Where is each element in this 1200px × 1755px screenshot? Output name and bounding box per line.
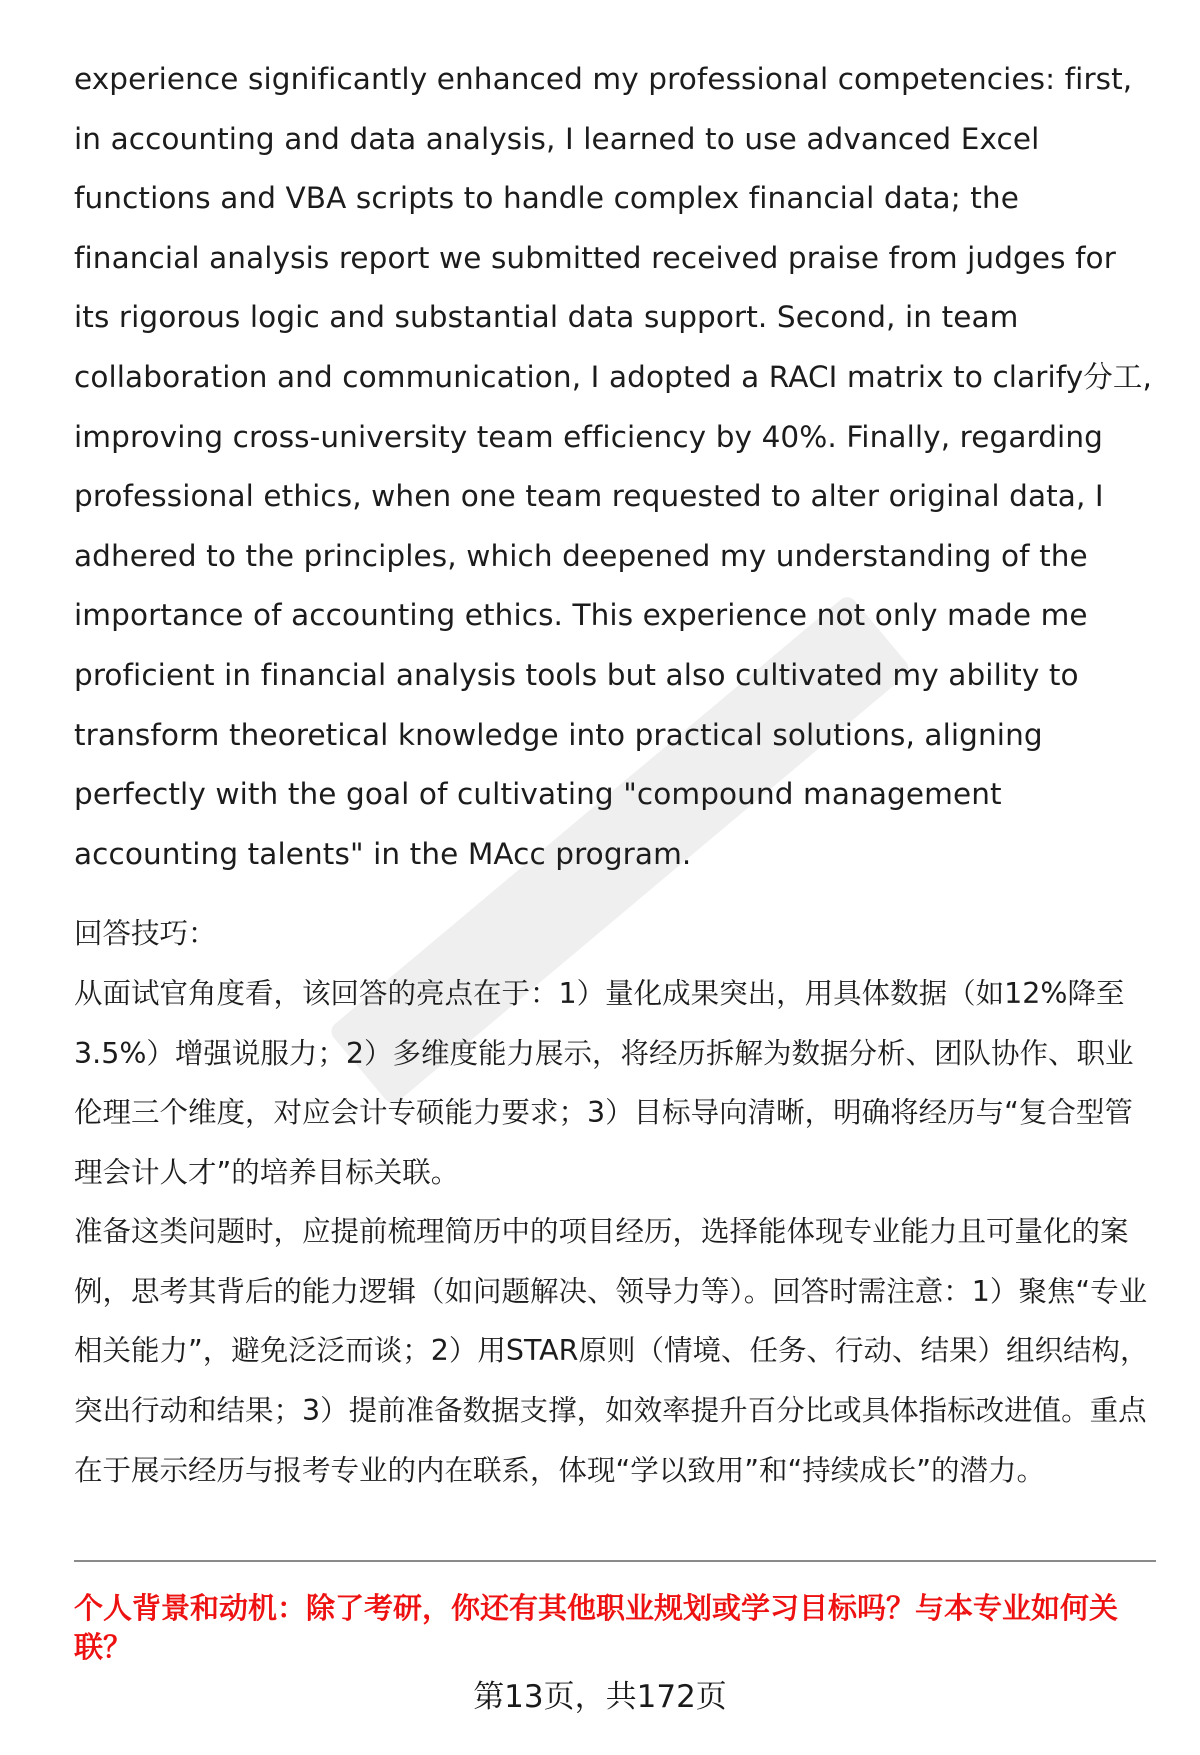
section-divider bbox=[74, 1560, 1156, 1562]
tips-paragraph-2: 准备这类问题时，应提前梳理简历中的项目经历，选择能体现专业能力且可量化的案例，思考其背后的能力逻辑（如问题解决、领导力等）。回答时需注意：1）聚焦“专业相关能力”，避免泛泛而谈；2）用STAR原则（情境、任务、行动、结果）组织结构，突出行动和结果；3）提前准备数据支撑，如效率提升百分比或具体指标改进值。重点在于展示经历与报考专业的内在联系，体现“学以致用”和“持续成长”的潜力。 bbox=[74, 1215, 1149, 1487]
next-question-heading: 个人背景和动机：除了考研，你还有其他职业规划或学习目标吗？与本专业如何关联？ bbox=[74, 1591, 1119, 1664]
tips-paragraph-1: 从面试官角度看，该回答的亮点在于：1）量化成果突出，用具体数据（如12%降至3.5%）增强说服力；2）多维度能力展示，将经历拆解为数据分析、团队协作、职业伦理三个维度，对应会计专硕能力要求；3）目标导向清晰，明确将经历与“复合型管理会计人才”的培养目标关联。 bbox=[74, 976, 1134, 1189]
main-content bbox=[74, 50, 1154, 1500]
answer-paragraph-english: experience significantly enhanced my professional competencies: first, in accounting and data analysis, I learned to use advanced Excel functions and VBA scripts to handle complex financial data; the financial analysis report we submitted received praise from judges for its rigorous logic and substantial data support. Second, in team collaboration and communication, I adopted a RACI matrix to clarify分工, improving cross-university team efficiency by 40%. Finally, regarding professional ethics, when one team requested to alter original data, I adhered to the principles, which deepened my understanding of the importance of accounting ethics. This experience not only made me proficient in financial analysis tools but also cultivated my ability to transform theoretical knowledge into practical solutions, aligning perfectly with the goal of cultivating "compound management accounting talents" in the MAcc program. bbox=[74, 62, 1152, 871]
tips-heading: 回答技巧： bbox=[74, 917, 217, 951]
page-number-footer: 第13页，共172页 bbox=[473, 1679, 727, 1715]
answer-tips-section bbox=[74, 904, 1154, 1500]
